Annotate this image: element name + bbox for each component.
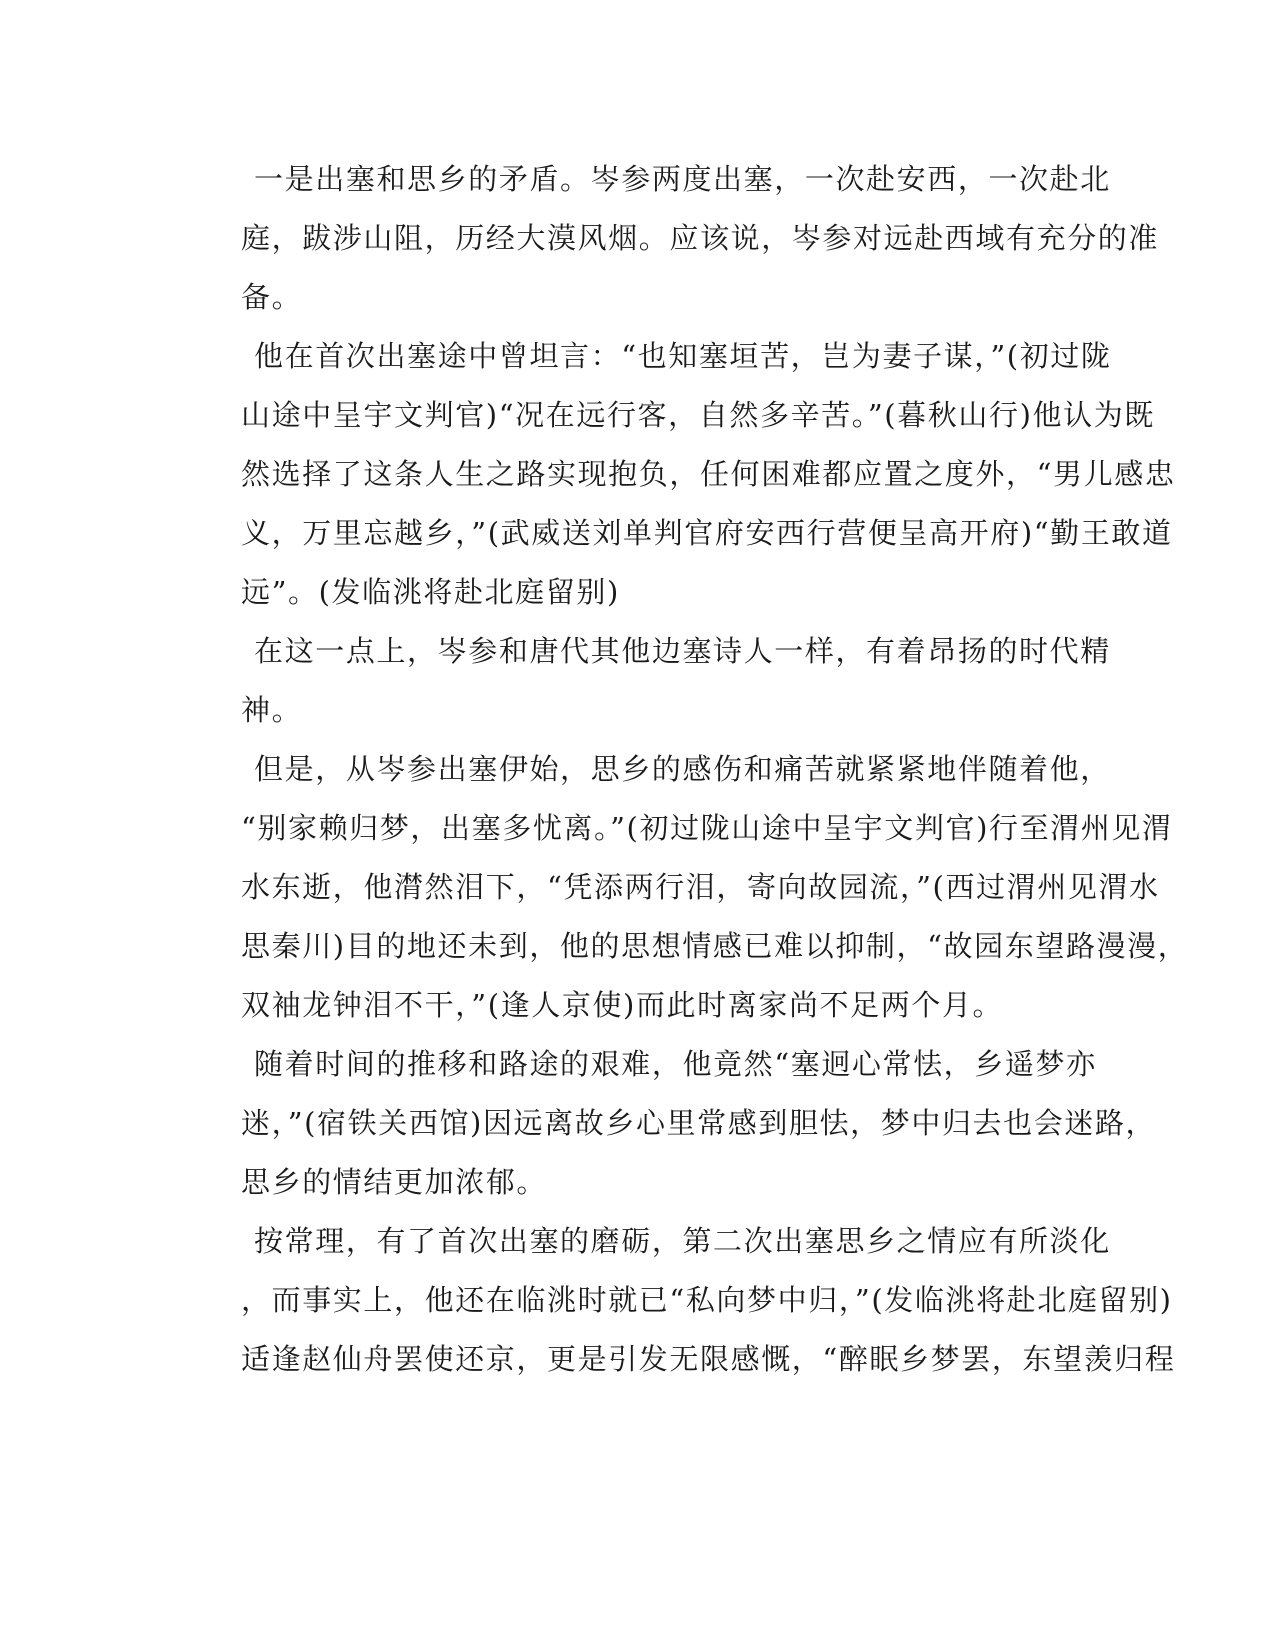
paragraph-5: [183, 1035, 1157, 1212]
paragraph-4: [183, 740, 1189, 1035]
paragraph-6: [183, 1212, 1176, 1389]
text-line: 水东逝，他潸然泪下，“凭添两行泪，寄向故园流，”(西过渭州见渭水: [241, 870, 1160, 904]
text-line: ，而事实上，他还在临洮时就已“私向梦中归，”(发临洮将赴北庭留别): [241, 1283, 1173, 1317]
text-line: 然选择了这条人生之路实现抱负，任何困难都应置之度外，“男儿感忠: [241, 457, 1176, 491]
text-line: 义，万里忘越乡，”(武威送刘单判官府安西行营便呈高开府)“勤王敢道: [241, 516, 1173, 550]
text-line: 随着时间的推移和路途的艰难，他竟然“塞迥心常怯，乡遥梦亦: [254, 1047, 1097, 1081]
paragraph-3: [183, 622, 1111, 740]
text-line: 双袖龙钟泪不干，”(逢人京使)而此时离家尚不足两个月。: [241, 988, 1004, 1022]
text-line: 按常理，有了首次出塞的磨砺，第二次出塞思乡之情应有所淡化: [254, 1224, 1111, 1258]
text-line: 远”。(发临洮将赴北庭留别): [241, 575, 620, 609]
text-line: 备。: [241, 280, 303, 314]
text-line: 在这一点上，岑参和唐代其他边塞诗人一样，有着昂扬的时代精: [254, 634, 1111, 668]
text-line: 但是，从岑参出塞伊始，思乡的感伤和痛苦就紧紧地伴随着他，: [254, 752, 1111, 786]
text-line: 迷，”(宿铁关西馆)因远离故乡心里常感到胆怯，梦中归去也会迷路，: [241, 1106, 1157, 1140]
text-line: 一是出塞和思乡的矛盾。岑参两度出塞，一次赴安西，一次赴北: [254, 162, 1111, 196]
text-line: 他在首次出塞途中曾坦言：“也知塞垣苦，岂为妻子谋，”(初过陇: [254, 339, 1112, 373]
text-line: 神。: [241, 693, 303, 727]
text-line: “别家赖归梦，出塞多忧离。”(初过陇山途中呈宇文判官)行至渭州见渭: [241, 811, 1173, 845]
text-line: 山途中呈宇文判官)“况在远行客，自然多辛苦。”(暮秋山行)他认为既: [241, 398, 1155, 432]
text-line: 思秦川)目的地还未到，他的思想情感已难以抑制，“故园东望路漫漫，: [241, 929, 1189, 963]
text-line: 适逢赵仙舟罢使还京，更是引发无限感慨，“醉眠乡梦罢，东望羡归程: [241, 1342, 1176, 1376]
paragraph-2: [183, 327, 1176, 622]
text-line: 思乡的情结更加浓郁。: [241, 1165, 548, 1199]
text-line: 庭，跋涉山阻，历经大漠风烟。应该说，岑参对远赴西域有充分的准: [241, 221, 1160, 255]
document-body: [183, 150, 1189, 1389]
paragraph-1: [183, 150, 1160, 327]
